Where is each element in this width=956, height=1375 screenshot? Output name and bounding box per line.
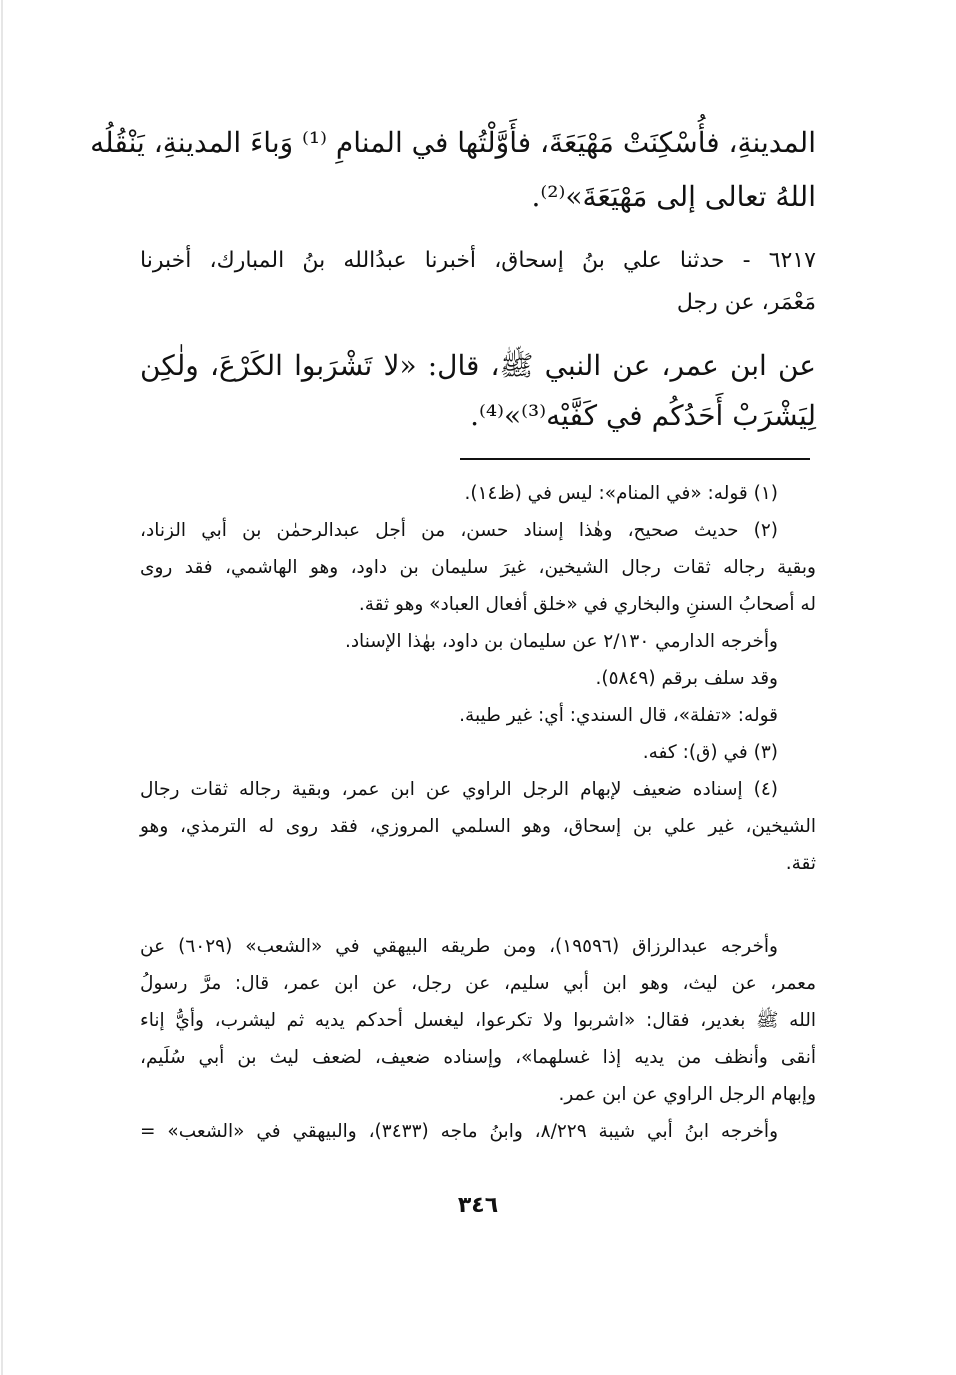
footnote-line: (٢) حديث صحيح، وهٰذا إسناد حسن، من أجل عبدالرحمٰن بن أبي الزناد، — [140, 520, 778, 541]
footnote-line: (١) قوله: «في المنام»: ليس في (ظ١٤). — [464, 483, 778, 504]
footnote-line: وبقية رجاله ثقات رجال الشيخين، غيرَ سليمان بن داود، وهو الهاشمي، فقد روى — [140, 557, 816, 578]
footnote-line: وقد سلف برقم (٥٨٤٩). — [595, 668, 778, 689]
footnote-separator — [460, 458, 810, 460]
footnote-line: وأخرجه ابنُ أبي شيبة ٨/٢٢٩، وابنُ ماجه (٣٤٣٣)، والبيهقي في «الشعب» = — [140, 1121, 779, 1142]
footnote-line: وإبهام الرجل الراوي عن ابن عمر. — [558, 1084, 816, 1105]
hadith-chain-line: مَعْمَر، عن رجل — [676, 290, 816, 315]
page-number: ٣٤٦ — [457, 1193, 499, 1218]
footnote-line: (٣) في (ق): كفه. — [642, 742, 778, 763]
footnote-line: وأخرجه الدارمي ٢/١٣٠ عن سليمان بن داود، بهٰذا الإسناد. — [344, 631, 778, 652]
footnote-line: أنقى وأنظف من يديه إذا غسلهما»، وإسناده ضعيف، لضعف ليث بن أبي سُلَيم، — [140, 1047, 816, 1068]
main-text-line: المدينةِ، فأُسْكِنَتْ مَهْيَعَةَ، فأَوَّلْتُها في المنامِ ⁽¹⁾ وَباءَ المدينةِ، يَنْقُلُه — [90, 126, 816, 159]
footnote-line: الله ﷺ بغدير، فقال: «اشربوا ولا تكرعوا، ليغسل أحدكم يديه ثم ليشرب، وأيُّ إناء — [140, 1010, 816, 1031]
footnotes-continued-block — [140, 928, 816, 1150]
footnote-line: ثقة. — [785, 853, 816, 874]
main-text-block — [90, 114, 816, 222]
footnotes-block — [140, 475, 816, 882]
footnote-line: له أصحابُ السننِ والبخاري في «خلق أفعال العباد» وهو ثقة. — [358, 594, 816, 615]
hadith-chain-block — [140, 240, 816, 324]
footnote-line: معمر، عن ليث، وهو ابن أبي سليم، عن رجل، عن ابن عمر، قال: مرَّ رسولُ — [140, 973, 816, 994]
footnote-line: (٤) إسناده ضعيف لإبهام الرجل الراوي عن ابن عمر، وبقية رجاله ثقات رجال — [140, 779, 778, 800]
hadith-chain-line: ٦٢١٧ - حدثنا علي بنُ إسحاق، أخبرنا عبدُالله بنُ المبارك، أخبرنا — [140, 248, 816, 273]
hadith-text-line: لِيَشْرَبْ أَحَدُكُم في كَفَّيْه⁽³⁾»⁽⁴⁾. — [470, 399, 816, 432]
hadith-text-block — [140, 341, 816, 441]
footnote-line: الشيخين، غير علي بن إسحاق، وهو السلمي المروزي، فقد روى له الترمذي، وهو — [140, 816, 816, 837]
scan-edge — [1, 0, 3, 1375]
footnote-line: وأخرجه عبدالرزاق (١٩٥٩٦)، ومن طريقه البيهقي في «الشعب» (٦٠٢٩) عن — [140, 936, 778, 957]
footnote-line: قوله: «تفلة»، قال السندي: أي: غير طيبة. — [459, 705, 778, 726]
main-text-line: اللهُ تعالى إلى مَهْيَعَةَ»⁽²⁾. — [531, 180, 816, 213]
hadith-text-line: عن ابن عمر، عن النبي ﷺ، قال: «لا تَشْرَبوا الكَرْعَ، ولٰكِن — [140, 349, 816, 382]
